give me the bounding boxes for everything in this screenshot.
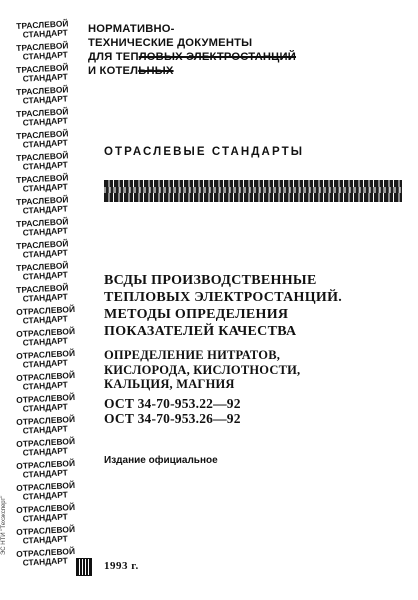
stamp-line-2: СТАНДАРТ [22, 555, 69, 568]
standard-code-2: ОСТ 34-70-953.26—92 [104, 411, 241, 426]
subtitle-line-2: КИСЛОРОДА, КИСЛОТНОСТИ, [104, 362, 301, 377]
stamp-line-1: ТРАСЛЕВОЙ [15, 260, 69, 273]
standard-code-1: ОСТ 34-70-953.22—92 [104, 396, 241, 411]
header-line-4 [88, 64, 296, 78]
header-line-3 [88, 50, 296, 64]
stamp-line-1: ОТРАСЛЕВОЙ [15, 347, 76, 361]
header-line-1: НОРМАТИВНО- [88, 23, 175, 35]
stamp-line-2: СТАНДАРТ [22, 533, 69, 546]
stamp-line-2: СТАНДАРТ [22, 27, 69, 40]
barcode-icon [76, 558, 92, 576]
stamp-line-1: ОТРАСЛЕВОЙ [15, 523, 76, 537]
stamp-line-1: ТРАСЛЕВОЙ [15, 238, 69, 251]
edition-note: Издание официальное [104, 455, 218, 466]
stamp-line-2: СТАНДАРТ [22, 181, 69, 194]
subtitle-line-1: ОПРЕДЕЛЕНИЕ НИТРАТОВ, [104, 348, 281, 362]
stamp-line-2: СТАНДАРТ [22, 467, 69, 480]
stamp-line-2: СТАНДАРТ [22, 115, 69, 128]
title-line-4: ПОКАЗАТЕЛЕЙ КАЧЕСТВА [104, 324, 297, 339]
stamp-line-1: ТРАСЛЕВОЙ [15, 84, 69, 97]
stamp-line-1: ОТРАСЛЕВОЙ [15, 501, 76, 515]
stamp-line-1: ТРАСЛЕВОЙ [15, 216, 69, 229]
title-line-3: МЕТОДЫ ОПРЕДЕЛЕНИЯ [104, 307, 289, 322]
stamp-line-2: СТАНДАРТ [22, 49, 69, 62]
stamp-line-1: ОТРАСЛЕВОЙ [15, 413, 76, 427]
stamp-line-1: ОТРАСЛЕВОЙ [15, 303, 76, 317]
stamp-line-1: ТРАСЛЕВОЙ [15, 40, 69, 53]
header-line-3a: ДЛЯ ТЕП [88, 51, 139, 63]
header-line-3b: ЛОВЫХ ЭЛЕКТРОСТАНЦИЙ [138, 51, 297, 63]
stamp-line-2: СТАНДАРТ [22, 489, 69, 502]
stamp-line-1: ТРАСЛЕВОЙ [15, 106, 69, 119]
title-line-1: ВСДЫ ПРОИЗВОДСТВЕННЫЕ [104, 273, 317, 288]
series-title: ОТРАСЛЕВЫЕ СТАНДАРТЫ [104, 146, 305, 158]
stamp-line-1: ОТРАСЛЕВОЙ [15, 369, 76, 383]
stamp-line-1: ОТРАСЛЕВОЙ [15, 435, 76, 449]
stamp-line-1: ОТРАСЛЕВОЙ [15, 457, 76, 471]
subtitle-line-3: КАЛЬЦИЯ, МАГНИЯ [104, 377, 235, 391]
stamp-line-2: СТАНДАРТ [22, 313, 69, 326]
header-block [88, 22, 296, 78]
stamp-column [15, 18, 86, 572]
stamp-line-1: ТРАСЛЕВОЙ [15, 172, 69, 185]
stamp-line-2: СТАНДАРТ [22, 357, 69, 370]
stamp-line-2: СТАНДАРТ [22, 423, 69, 436]
stamp-line-2: СТАНДАРТ [22, 203, 69, 216]
stamp-line-2: СТАНДАРТ [22, 159, 69, 172]
header-line-4a: И КОТЕЛ [88, 65, 139, 77]
stamp-line-2: СТАНДАРТ [22, 71, 69, 84]
stamp-line-2: СТАНДАРТ [22, 247, 69, 260]
stamp-line-1: ТРАСЛЕВОЙ [15, 128, 69, 141]
stamp-line-2: СТАНДАРТ [22, 401, 69, 414]
stamp-line-2: СТАНДАРТ [22, 445, 69, 458]
stamp-line-1: ТРАСЛЕВОЙ [15, 282, 69, 295]
stamp-line-1: ТРАСЛЕВОЙ [15, 194, 69, 207]
stamp-line-2: СТАНДАРТ [22, 379, 69, 392]
stamp-line-1: ТРАСЛЕВОЙ [15, 150, 69, 163]
stamp-line-1: ОТРАСЛЕВОЙ [15, 545, 76, 559]
title-line-2: ТЕПЛОВЫХ ЭЛЕКТРОСТАНЦИЙ. [104, 290, 343, 305]
decorative-band [104, 180, 402, 202]
header-line-4b: ЬНЫХ [138, 65, 174, 77]
stamp-line-2: СТАНДАРТ [22, 291, 69, 304]
standard-codes [104, 396, 241, 426]
stamp-line-2: СТАНДАРТ [22, 269, 69, 282]
stamp-line-2: СТАНДАРТ [22, 335, 69, 348]
stamp-line-2: СТАНДАРТ [22, 137, 69, 150]
publication-year: 1993 г. [104, 560, 139, 572]
side-copyright: ЭС НТИ "Техэксперт" [1, 495, 7, 555]
stamp-line-1: ОТРАСЛЕВОЙ [15, 391, 76, 405]
stamp-line-2: СТАНДАРТ [22, 511, 69, 524]
document-title [104, 272, 342, 340]
stamp-line-1: ОТРАСЛЕВОЙ [15, 479, 76, 493]
stamp-line-2: СТАНДАРТ [22, 225, 69, 238]
stamp-line-1: ТРАСЛЕВОЙ [15, 62, 69, 75]
stamp-line-1: ОТРАСЛЕВОЙ [15, 325, 76, 339]
document-subtitle [104, 348, 300, 392]
stamp-line-2: СТАНДАРТ [22, 93, 69, 106]
stamp-line-1: ТРАСЛЕВОЙ [15, 18, 69, 31]
header-line-2: ТЕХНИЧЕСКИЕ ДОКУМЕНТЫ [88, 37, 253, 49]
